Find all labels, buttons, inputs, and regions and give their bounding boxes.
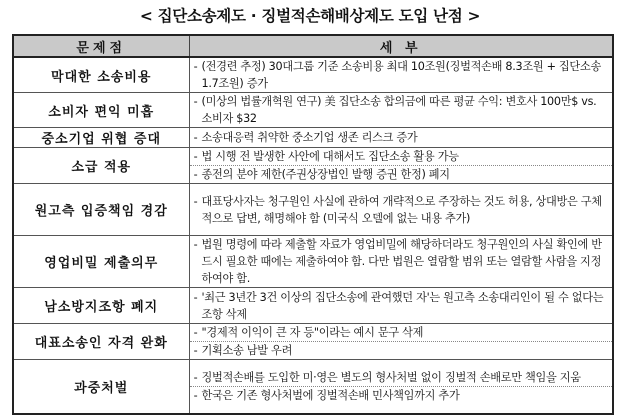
row-label: 원고측 입증책임 경감 — [13, 184, 189, 236]
table-row — [13, 148, 613, 184]
row-label: 소비자 편익 미흡 — [13, 93, 189, 128]
detail-item — [190, 129, 613, 146]
row-label: 소급 적용 — [13, 148, 189, 184]
issues-table — [12, 34, 614, 415]
detail-text: 징벌적손배를 도입한 미·영은 별도의 형사처벌 없이 징벌적 손배로만 책임을 지움 — [201, 370, 581, 384]
detail-item — [190, 289, 613, 323]
bullet-dash: - — [193, 238, 198, 251]
row-detail — [189, 148, 613, 184]
bullet-dash: - — [193, 194, 198, 208]
bullet-dash: - — [193, 95, 198, 108]
bullet-dash: - — [193, 150, 198, 163]
detail-item — [190, 369, 613, 386]
header-issue: 문제점 — [13, 35, 189, 57]
header-detail: 세 부 — [189, 35, 613, 57]
detail-item — [190, 93, 613, 127]
detail-text: (전경련 추정) 30대그룹 기준 소송비용 최대 10조원(징벌적손배 8.3조원 + 집단소송 1.7조원) 증가 — [201, 60, 601, 90]
row-detail — [189, 288, 613, 324]
detail-item — [190, 165, 613, 183]
table-row — [13, 288, 613, 324]
detail-text: 법원 명령에 따라 제출할 자료가 영업비밀에 해당하더라도 청구원인의 사실 확인에 반드시 필요한 때에는 제출하여야 함. 다만 법원은 열람할 범위 또는 열람할 사람을 지정하여야 함. — [201, 238, 602, 285]
row-label: 막대한 소송비용 — [13, 57, 189, 93]
table-row — [13, 184, 613, 236]
bullet-dash: - — [193, 370, 198, 384]
bullet-dash: - — [193, 131, 198, 144]
row-label: 과중처벌 — [13, 360, 189, 414]
row-detail — [189, 324, 613, 360]
detail-item — [190, 58, 613, 92]
detail-text: 법 시행 전 발생한 사안에 대해서도 집단소송 활용 가능 — [201, 150, 459, 163]
bullet-dash: - — [193, 60, 198, 73]
row-label: 영업비밀 제출의무 — [13, 236, 189, 288]
detail-item — [190, 386, 613, 404]
row-detail — [189, 360, 613, 414]
row-label: 중소기업 위협 증대 — [13, 128, 189, 148]
row-detail — [189, 93, 613, 128]
detail-text: 대표당사자는 청구원인 사실에 관하여 개략적으로 주장하는 것도 허용, 상대방은 구체적으로 답변, 해명해야 함 (미국식 오델에 없는 내용 추가) — [201, 194, 602, 225]
detail-text: (미상의 법률개혁원 연구) 美 집단소송 합의금에 따른 평균 수익: 변호사 100만$ vs. 소비자 $32 — [201, 95, 597, 125]
table-row — [13, 236, 613, 288]
detail-text: "경제적 이익이 큰 자 등"이라는 예시 문구 삭제 — [201, 326, 424, 339]
table-row — [13, 93, 613, 128]
row-label: 대표소송인 자격 완화 — [13, 324, 189, 360]
detail-text: 종전의 분야 제한(주권상장법인 발행 증권 한정) 폐지 — [201, 168, 450, 181]
bullet-dash: - — [193, 344, 198, 357]
detail-text: 한국은 기존 형사처벌에 징벌적손배 민사책임까지 추가 — [201, 388, 460, 402]
detail-item — [190, 324, 613, 341]
page-title: < 집단소송제도 · 징벌적손해배상제도 도입 난점 > — [139, 7, 481, 25]
detail-item — [190, 236, 613, 287]
bullet-dash: - — [193, 290, 198, 304]
detail-item — [190, 148, 613, 165]
table-row — [13, 57, 613, 93]
table-row — [13, 360, 613, 414]
detail-text: 소송대응력 취약한 중소기업 생존 리스크 증가 — [201, 131, 418, 144]
detail-item — [190, 341, 613, 359]
bullet-dash: - — [193, 168, 198, 181]
row-detail — [189, 184, 613, 236]
detail-item — [190, 193, 613, 227]
bullet-dash: - — [193, 326, 198, 339]
bullet-dash: - — [193, 388, 198, 402]
table-header-row — [13, 35, 613, 57]
table-row — [13, 324, 613, 360]
row-detail — [189, 57, 613, 93]
detail-text: 기획소송 남발 우려 — [201, 344, 293, 357]
row-detail — [189, 236, 613, 288]
table-row — [13, 128, 613, 148]
row-detail — [189, 128, 613, 148]
detail-text: '최근 3년간 3건 이상의 집단소송에 관여했던 자'는 원고측 소송대리인이 될 수 없다는 조항 삭제 — [201, 290, 604, 321]
row-label: 남소방지조항 폐지 — [13, 288, 189, 324]
